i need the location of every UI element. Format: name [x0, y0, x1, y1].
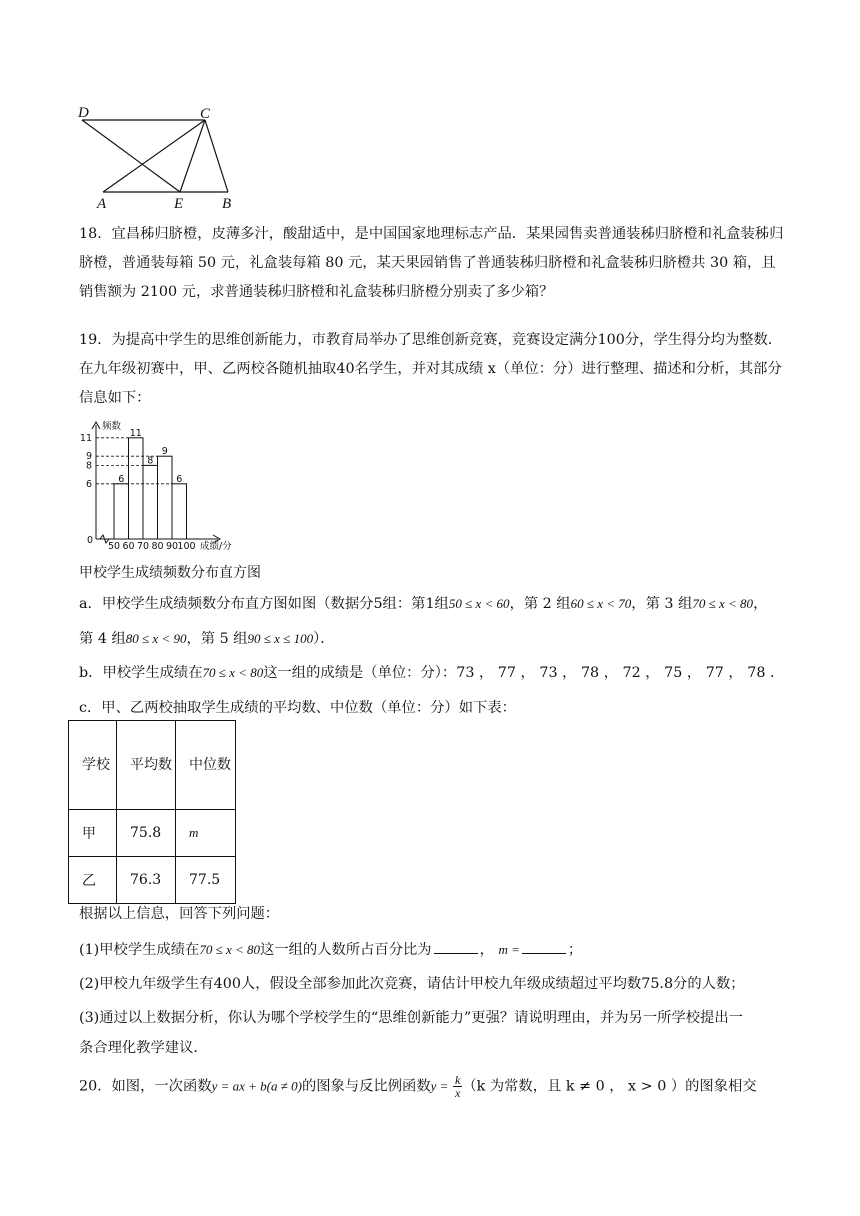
point-e-label: E: [174, 196, 184, 210]
x-tick-label: 80: [151, 541, 164, 552]
q1-end: ；: [567, 942, 583, 958]
info-a-line-2: [79, 628, 335, 648]
group-3-range: 70 ≤ x < 80: [692, 596, 754, 611]
question-19-1: (1)甲校学生成绩在70 ≤ x < 80这一组的人数所占百分比为 ， m = ；: [79, 939, 582, 959]
question-19-2: (2)甲校九年级学生有400人，假设全部参加此次竞赛，请估计甲校九年级成绩超过平均数75.8分的人数；: [79, 976, 745, 992]
x-tick-label: 50: [107, 541, 121, 552]
table-row: [69, 810, 236, 857]
info-a-prefix-2: 第 4 组: [79, 631, 126, 647]
x-tick-label: 100: [177, 541, 196, 552]
histogram-bar: [114, 484, 129, 539]
y-tick-label: 9: [85, 451, 92, 463]
group-2-range: 60 ≤ x < 70: [570, 596, 632, 611]
question-19-intro: 19．为提高中学生的思维创新能力，市教育局举办了思维创新竞赛，竞赛设定满分100分，学生得分均为整数．在九年级初赛中，甲、乙两校各随机抽取40名学生，并对其成绩 x（单位：分）进行整理、描述和分析，其部分信息如下：: [79, 332, 783, 406]
header-school: 学校: [69, 721, 117, 810]
x-axis-label: 成绩/分: [200, 541, 232, 552]
info-a-end-2: ）．: [313, 631, 335, 647]
point-c-label: C: [200, 106, 211, 122]
group-5-range: 90 ≤ x ≤ 100: [247, 631, 314, 646]
histogram-chart: [70, 415, 260, 555]
histogram-bar: [158, 456, 173, 539]
question-20: [79, 1074, 757, 1099]
x-tick-label: 90: [165, 541, 179, 552]
point-b-label: B: [222, 196, 232, 210]
info-a-end-1: ，: [753, 596, 768, 612]
q20-fraction: [453, 1074, 462, 1099]
group-1-range: 50 ≤ x < 60: [448, 596, 510, 611]
question-18: 18．宜昌秭归脐橙，皮薄多汁，酸甜适中，是中国国家地理标志产品．某果园售卖普通装秭归脐橙和礼盒装秭归脐橙，普通装每箱 50 元，礼盒装每箱 80 元，某天果园销售了普通装秭归脐橙和礼盒装秭归脐橙共 30 箱，且销售额为 2100 元，求普通装秭归脐橙和礼盒装秭归脐橙分别卖了多少箱？: [79, 226, 784, 300]
q1-m-label: m =: [498, 942, 520, 957]
table-header-row: [69, 721, 236, 810]
cell-median: 77.5: [176, 857, 236, 904]
bar-value-label: 9: [161, 446, 168, 458]
y-tick-label: 6: [85, 478, 92, 490]
question-19-3-line-1: (3)通过以上数据分析，你认为哪个学校学生的“思维创新能力”更强？请说明理由，并为另一所学校提出一: [79, 1010, 743, 1026]
q20-mid: 的图象与反比例函数: [301, 1078, 431, 1095]
y-axis-label: 频数: [102, 421, 122, 432]
x-tick-label: 60: [122, 541, 135, 552]
geometry-figure: [70, 100, 250, 210]
bar-value-label: 6: [118, 473, 125, 485]
q1-prefix: (1)甲校学生成绩在: [79, 942, 200, 958]
cell-mean: 75.8: [117, 810, 176, 857]
bar-value-label: 6: [176, 473, 183, 485]
info-b: [79, 662, 784, 682]
bar-value-label: 11: [129, 427, 142, 439]
info-b-prefix: b．甲校学生成绩在: [79, 665, 203, 681]
info-b-suffix: 这一组的成绩是（单位：分）：73 ， 77 ， 73 ， 78 ， 72 ， 75 ， 77 ， 78 ．: [263, 665, 785, 681]
y-tick-label: 8: [85, 460, 92, 472]
info-a-sep-2: ，第 2 组: [509, 596, 571, 612]
origin-label: 0: [87, 535, 94, 546]
fraction-denominator: x: [454, 1086, 461, 1100]
info-a-line-1: [79, 593, 767, 613]
info-b-range: 70 ≤ x < 80: [202, 665, 264, 680]
q20-y-equals: y =: [430, 1078, 449, 1094]
cell-school: 乙: [69, 857, 117, 904]
x-tick-label: 70: [136, 541, 150, 552]
histogram-bar: [172, 484, 187, 539]
q20-suffix: （k 为常数，且 k ≠ 0 ， x > 0 ）的图象相交: [462, 1078, 757, 1095]
cell-school: 甲: [69, 810, 117, 857]
q20-linear-function: y = ax + b(a ≠ 0): [211, 1078, 302, 1094]
fraction-numerator: k: [454, 1073, 461, 1087]
cell-median: m: [176, 810, 236, 857]
point-d-label: D: [78, 105, 89, 121]
header-mean: 平均数: [117, 721, 176, 810]
bar-value-label: 8: [147, 455, 154, 467]
header-median: 中位数: [176, 721, 236, 810]
q20-prefix: 20．如图，一次函数: [79, 1078, 212, 1095]
question-19-3-line-2: 条合理化教学建议．: [79, 1040, 208, 1056]
histogram-caption: 甲校学生成绩频数分布直方图: [79, 565, 261, 581]
info-c: c．甲、乙两校抽取学生成绩的平均数、中位数（单位：分）如下表：: [79, 700, 516, 716]
group-4-range: 80 ≤ x < 90: [125, 631, 187, 646]
histogram-bar: [143, 465, 158, 539]
y-tick-label: 11: [79, 432, 92, 444]
answer-blank[interactable]: [522, 939, 566, 954]
info-a-prefix: a．甲校学生成绩频数分布直方图如图（数据分5组：第1组: [79, 596, 449, 612]
info-a-sep-3: ，第 3 组: [631, 596, 693, 612]
q1-range: 70 ≤ x < 80: [199, 942, 261, 957]
answer-blank[interactable]: [434, 939, 478, 954]
histogram-bar: [129, 438, 144, 539]
stats-table: [68, 720, 236, 904]
cell-mean: 76.3: [117, 857, 176, 904]
table-row: [69, 857, 236, 904]
info-a-sep-5: ，第 5 组: [186, 631, 248, 647]
point-a-label: A: [97, 196, 107, 210]
questions-prompt: 根据以上信息，回答下列问题：: [79, 906, 280, 922]
q1-mid: 这一组的人数所占百分比为: [260, 942, 432, 958]
